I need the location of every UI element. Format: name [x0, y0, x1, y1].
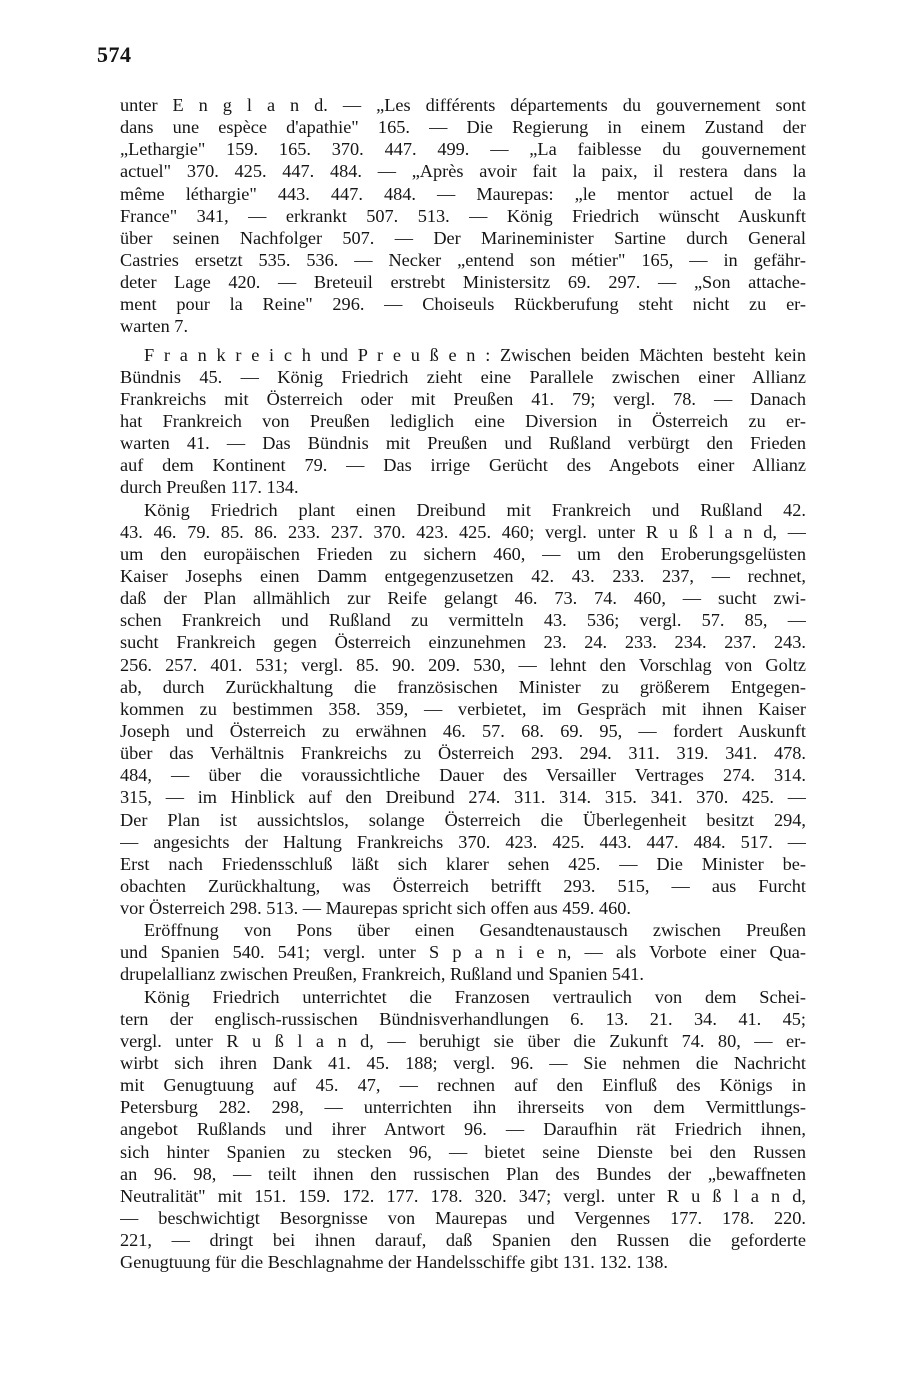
text-line: daß der Plan allmählich zur Reife gelangt 46. 73. 74. 460, — sucht zwi- — [120, 588, 806, 609]
text-line: Bündnis 45. — König Friedrich zieht eine Parallele zwischen einer Allianz — [120, 366, 806, 387]
text-line: ment pour la Reine" 296. — Choiseuls Rückberufung steht nicht zu er- — [120, 294, 806, 315]
text-line: wirbt sich ihren Dank 41. 45. 188; vergl. 96. — Sie nehmen die Nachricht — [120, 1053, 806, 1074]
index-text-body — [120, 94, 806, 1273]
text-line: vor Österreich 298. 513. — Maurepas spricht sich offen aus 459. 460. — [120, 898, 631, 919]
text-line: Petersburg 282. 298, — unterrichten ihn ihrerseits von dem Vermittlungs- — [120, 1097, 806, 1118]
text-line: über das Verhältnis Frankreichs zu Österreich 293. 294. 311. 319. 341. 478. — [120, 743, 806, 764]
text-line: même léthargie" 443. 447. 484. — Maurepas: „le mentor actuel de la — [120, 183, 806, 204]
text-line: warten 7. — [120, 316, 189, 337]
text-line: sucht Frankreich gegen Österreich einzunehmen 23. 24. 233. 234. 237. 243. — [120, 632, 806, 653]
text-line: schen Frankreich und Rußland zu vermitteln 43. 536; vergl. 57. 85, — — [120, 610, 806, 631]
text-line: auf dem Kontinent 79. — Das irrige Gerücht des Angebots einer Allianz — [120, 455, 806, 476]
text-line: — beschwichtigt Besorgnisse von Maurepas und Vergennes 177. 178. 220. — [120, 1208, 806, 1229]
text-line: — angesichts der Haltung Frankreichs 370. 423. 425. 443. 447. 484. 517. — — [120, 831, 806, 852]
text-line: um den europäischen Frieden zu sichern 460, — um den Eroberungsgelüsten — [120, 543, 806, 564]
text-line: vergl. unter R u ß l a n d, — beruhigt sie über die Zukunft 74. 80, — er- — [120, 1030, 806, 1051]
text-line: kommen zu bestimmen 358. 359, — verbietet, im Gespräch mit ihnen Kaiser — [120, 698, 806, 719]
page-number: 574 — [97, 42, 132, 67]
text-line: ab, durch Zurückhaltung die französischen Minister zu größerem Entgegen- — [120, 676, 806, 697]
text-line: Frankreichs mit Österreich oder mit Preußen 41. 79; vergl. 78. — Danach — [120, 388, 806, 409]
text-line: tern der englisch-russischen Bündnisverhandlungen 6. 13. 21. 34. 41. 45; — [120, 1008, 806, 1029]
text-line: Kaiser Josephs einen Damm entgegenzusetzen 42. 43. 233. 237, — rechnet, — [120, 565, 806, 586]
text-line: deter Lage 420. — Breteuil erstrebt Ministersitz 69. 297. — „Son attache- — [120, 272, 806, 293]
text-line: König Friedrich unterrichtet die Franzosen vertraulich von dem Schei- — [144, 986, 806, 1007]
text-line: 221, — dringt bei ihnen darauf, daß Spanien den Russen die geforderte — [120, 1230, 806, 1251]
text-line: sich hinter Spanien zu stecken 96, — bietet seine Dienste bei den Russen — [120, 1141, 806, 1162]
text-line: Castries ersetzt 535. 536. — Necker „entend son métier" 165, — in gefähr- — [120, 249, 806, 270]
text-line: hat Frankreich von Preußen lediglich eine Diversion in Österreich zu er- — [120, 410, 806, 431]
text-line: durch Preußen 117. 134. — [120, 477, 299, 498]
text-line: mit Genugtuung auf 45. 47, — rechnen auf den Einfluß des Königs in — [120, 1075, 806, 1096]
text-line: drupelallianz zwischen Preußen, Frankreich, Rußland und Spanien 541. — [120, 964, 644, 985]
text-line: angebot Rußlands und ihrer Antwort 96. — Daraufhin rät Friedrich ihnen, — [120, 1119, 806, 1140]
text-line: und Spanien 540. 541; vergl. unter S p a n i e n, — als Vorbote einer Qua- — [120, 942, 806, 963]
text-line: „Lethargie" 159. 165. 370. 447. 499. — „La faiblesse du gouvernement — [120, 139, 806, 160]
text-line: dans une espèce d'apathie" 165. — Die Regierung in einem Zustand der — [120, 117, 806, 138]
text-line: Joseph und Österreich zu erwähnen 46. 57. 68. 69. 95, — fordert Auskunft — [120, 720, 806, 741]
text-line: Der Plan ist aussichtslos, solange Österreich die Überlegenheit besitzt 294, — [120, 809, 806, 830]
text-line: 315, — im Hinblick auf den Dreibund 274. 311. 314. 315. 341. 370. 425. — — [120, 787, 806, 808]
text-line: warten 41. — Das Bündnis mit Preußen und Rußland verbürgt den Frieden — [120, 433, 806, 454]
text-line: Neutralität" mit 151. 159. 172. 177. 178. 320. 347; vergl. unter R u ß l a n d, — [120, 1185, 806, 1206]
index-entry-heading-line: F r a n k r e i c h und P r e u ß e n : Zwischen beiden Mächten besteht kein — [144, 344, 806, 365]
text-line: obachten Zurückhaltung, was Österreich betrifft 293. 515, — aus Furcht — [120, 875, 806, 896]
text-line: Genugtuung für die Beschlagnahme der Handelsschiffe gibt 131. 132. 138. — [120, 1252, 668, 1273]
text-line: an 96. 98, — teilt ihnen den russischen Plan des Bundes der „bewaffneten — [120, 1163, 806, 1184]
text-line: unter E n g l a n d. — „Les différents départements du gouvernement sont — [120, 95, 806, 115]
text-line: 484, — über die voraussichtliche Dauer des Versailler Vertrages 274. 314. — [120, 765, 806, 786]
text-line: über seinen Nachfolger 507. — Der Marineminister Sartine durch General — [120, 227, 806, 248]
text-line: 256. 257. 401. 531; vergl. 85. 90. 209. 530, — lehnt den Vorschlag von Goltz — [120, 654, 806, 675]
text-line: France" 341, — erkrankt 507. 513. — König Friedrich wünscht Auskunft — [120, 205, 806, 226]
text-line: actuel" 370. 425. 447. 484. — „Après avoir fait la paix, il restera dans la — [120, 161, 806, 182]
text-line: 43. 46. 79. 85. 86. 233. 237. 370. 423. 425. 460; vergl. unter R u ß l a n d, — — [120, 521, 806, 542]
text-line: Eröffnung von Pons über einen Gesandtenaustausch zwischen Preußen — [144, 920, 806, 941]
text-line: König Friedrich plant einen Dreibund mit Frankreich und Rußland 42. — [144, 499, 806, 520]
text-line: Erst nach Friedensschluß läßt sich klarer sehen 425. — Die Minister be- — [120, 853, 806, 874]
